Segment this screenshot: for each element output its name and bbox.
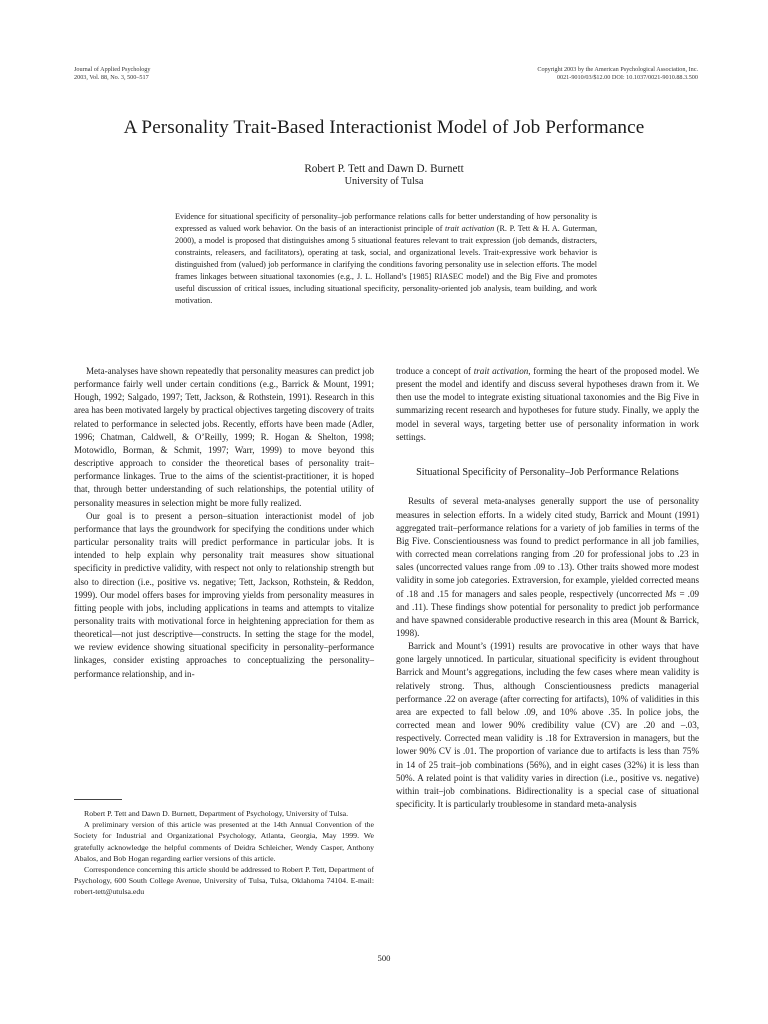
abstract-italic-term: trait activation [445,224,495,233]
section-paragraph-1-text-a: Results of several meta-analyses generally support the use of personality measures in selection efforts. In a widely cited study, Barrick and Mount (1991) aggregated trait–performance relations for a variety of job families in terms of the Big Five. Conscientiousness was found to predict performance in all job families, with corrected mean correlations ranging from .20 for professional jobs to .23 in sales (uncorrected values range from .09 to .13). Other traits showed more modest validity in some job categories. Extraversion, for example, yielded corrected means of .18 and .15 for managers and sales people, respectively (uncorrected [396,496,699,599]
page-number: 500 [377,953,391,963]
footnote-affiliation: Robert P. Tett and Dawn D. Burnett, Department of Psychology, University of Tulsa. [84,809,349,818]
footnote-rule [74,799,122,800]
copyright-line: Copyright 2003 by the American Psychological Association, Inc. [537,66,698,73]
intro-paragraph-1: Meta-analyses have shown repeatedly that personality measures can predict job performance fairly well under certain conditions (e.g., Barrick & Mount, 1991; Hough, 1992; Salgado, 1997; Tett, Jackson, & Rothstein, 1991). Research in this area has been motivated largely by practical objectives targeting discovery of traits related to performance in selected jobs. Recently, efforts have been made (Adler, 1996; Chatman, Caldwell, & O’Reilly, 1999; R. Hogan & Shelton, 1998; Motowidlo, Borman, & Schmit, 1997; Warr, 1999) to move beyond this descriptive approach to consider the theoretical bases of personality trait–performance linkages. True to the aims of the scientist-practitioner, it is hoped that, through better understanding of such relationships, the potential utility of personality measures in selection might be more fully realized. [74,366,374,508]
abstract [175,211,597,307]
authors: Robert P. Tett and Dawn D. Burnett [304,163,464,175]
intro-italic-term: trait activation [473,366,529,376]
abstract-text-2: (R. P. Tett & H. A. Guterman, 2000), a model is proposed that distinguishes among 5 situational features relevant to trait expression (job demands, distracters, constraints, releasers, and facilitators), operating at task, social, and organizational levels. Trait-expressive work behavior is distinguished from (valued) job performance in clarifying the conditions favoring personality use in selection efforts. The model frames linkages between situational taxonomies (e.g., J. L. Holland’s [1985] RIASEC model) and the Big Five and promotes useful discussion of critical issues, including situational specificity, personality-oriented job analysis, team building, and work motivation. [175,224,597,305]
section-paragraph-1-text-b: = .09 and .11). These findings show potential for personality to predict job performance and have spawned considerable productive research in this area (Mount & Barrick, 1998). [396,588,699,638]
doi-line: 0021-9010/03/$12.00 DOI: 10.1037/0021-9010.88.3.500 [556,73,698,81]
footnotes [74,808,374,898]
section-paragraph-2: Barrick and Mount’s (1991) results are provocative in other ways that have gone largely unnoticed. In particular, situational specificity is evident throughout Barrick and Mount’s aggregations, including the few cases where mean validity is relatively strong. Thus, although Conscientiousness predicts managerial performance .22 on average (after correcting for artifacts), 10% of validities in this area are expected to fall below .09, and 10% above .35. In police jobs, the corrected mean and lower 90% credibility value (CV) are .20 and –.03, respectively. Corrected mean validity is .18 for Extraversion in managers, but the lower 90% CV is .01. The proportion of variance due to artifacts is less than 75% in 14 of 25 trait–job combinations (56%), and in eight cases (32%) it is less than 50%. A related point is that validity varies in direction (i.e., positive vs. negative) within trait–job combinations. Bidirectionality is a special case of situational specificity. It is particularly troublesome in standard meta-analysis [396,641,699,810]
abstract-text-1: Evidence for situational specificity of personality–job performance relations calls for better understanding of how personality is expressed as valued work behavior. On the basis of an interactionist principle of [175,212,597,233]
journal-name: Journal of Applied Psychology [74,66,151,73]
article-title: A Personality Trait-Based Interactionist Model of Job Performance [123,117,645,138]
copyright-header [537,66,698,81]
section-paragraph-1-italic: Ms [665,588,677,599]
footnote-presentation: A preliminary version of this article was presented at the 14th Annual Convention of the Society for Industrial and Organizational Psychology, Atlanta, Georgia, May 1999. We gratefully acknowledge the helpful comments of Deidra Schleicher, Wendy Casper, Anthony Abalos, and Bob Hogan regarding earlier versions of this article. [74,820,374,863]
journal-volume: 2003, Vol. 88, No. 3, 500–517 [74,73,149,81]
left-column [74,365,374,681]
intro-continuation [396,365,699,444]
intro-continuation-text-2: , forming the heart of the proposed model. We present the model and identify and discuss several hypotheses drawn from it. We then use the model to integrate existing situational taxonomies and the Big Five in summarizing recent research and hypotheses for future study. Finally, we apply the model in several ways, targeting better use of personality information in work settings. [396,366,699,442]
footnote-correspondence: Correspondence concerning this article should be addressed to Robert P. Tett, Department of Psychology, 600 South College Avenue, University of Tulsa, Tulsa, Oklahoma 74104. E-mail: robert-tett@utulsa.edu [74,865,374,897]
journal-header [74,66,150,81]
section-paragraph-1 [396,495,699,640]
section-heading: Situational Specificity of Personality–Job Performance Relations [416,466,679,478]
affiliation: University of Tulsa [344,176,424,187]
intro-paragraph-2: Our goal is to present a person–situation interactionist model of job performance that lays the groundwork for specifying the conditions under which particular personality traits will predict performance in particular jobs. It is intended to help explain why personality trait measures show situational specificity in predictive validity, with respect not only to relationship strength but also to direction (i.e., positive vs. negative; Tett, Jackson, Rothstein, & Reddon, 1999). Our model offers bases for improving yields from personality measures in fitting people with jobs, including applications in teams and attempts to vitalize personality traits with motivational force in heightening appreciation for them as theoretical—not just descriptive—constructs. In setting the stage for the model, we review evidence showing situational specificity in personality–performance linkages, consider existing approaches to conceptualizing the personality–performance relationship, and in- [74,510,374,679]
right-column [396,365,699,811]
intro-continuation-text-1: troduce a concept of [396,366,474,376]
